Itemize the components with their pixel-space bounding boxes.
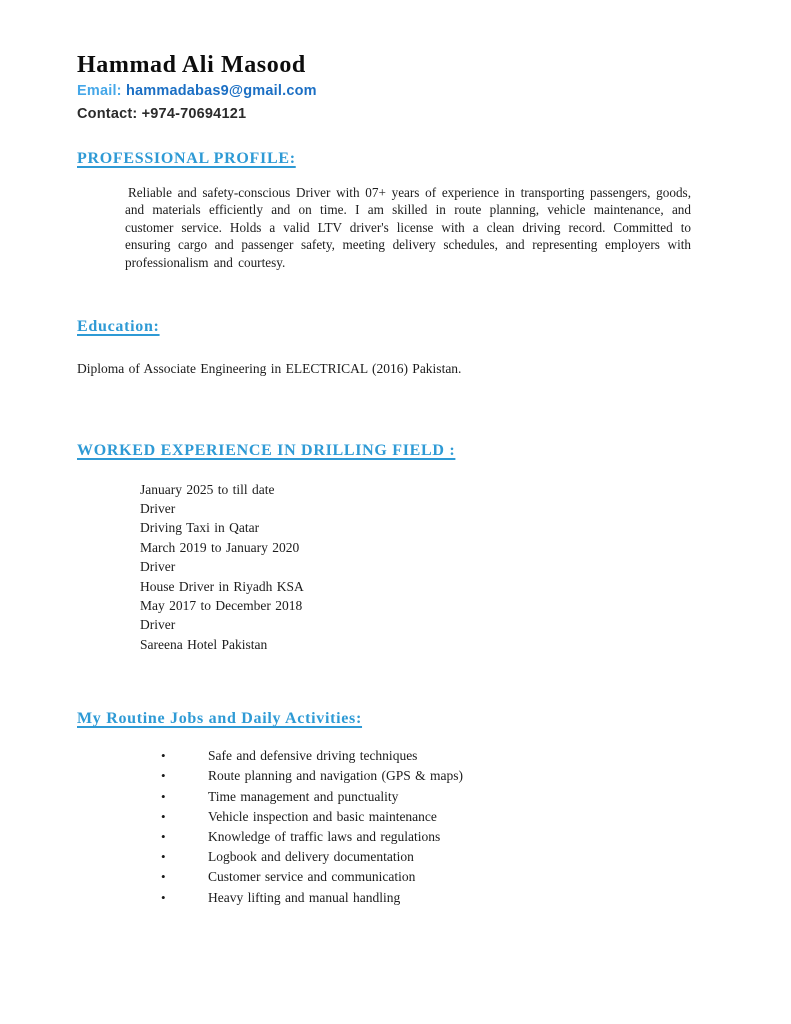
bullet-icon: •: [161, 869, 166, 885]
bullet-icon: •: [161, 889, 166, 905]
list-item: [77, 787, 691, 807]
list-item: [77, 867, 691, 887]
section-heading-routine-jobs: My Routine Jobs and Daily Activities:: [77, 710, 363, 728]
contact-line: Contact: +974-70694121: [77, 105, 247, 122]
experience-line: January 2025 to till date: [140, 481, 275, 497]
bullet-icon: •: [161, 748, 166, 764]
list-item: [77, 807, 691, 827]
list-item: [77, 766, 691, 786]
section-heading-professional-profile: PROFESSIONAL PROFILE:: [77, 149, 296, 167]
bullet-icon: •: [161, 808, 166, 824]
list-item: [77, 827, 691, 847]
email-label: Email:: [77, 82, 122, 99]
experience-line: House Driver in Riyadh KSA: [140, 578, 304, 594]
experience-line: Driving Taxi in Qatar: [140, 520, 260, 536]
experience-line: Driver: [140, 559, 176, 575]
list-item-label: Heavy lifting and manual handling: [208, 889, 401, 905]
bullet-icon: •: [161, 829, 166, 845]
bullet-icon: •: [161, 788, 166, 804]
email-link[interactable]: hammadabas9@gmail.com: [125, 82, 317, 99]
list-item-label: Route planning and navigation (GPS & maps): [208, 768, 463, 784]
experience-list: [140, 480, 691, 655]
routine-jobs-list: [77, 746, 691, 908]
experience-line: Driver: [140, 500, 176, 516]
section-heading-worked-experience: WORKED EXPERIENCE IN DRILLING FIELD :: [77, 441, 456, 459]
list-item-label: Safe and defensive driving techniques: [208, 748, 418, 764]
list-item-label: Time management and punctuality: [208, 788, 399, 804]
candidate-name: Hammad Ali Masood: [77, 52, 306, 78]
list-item-label: Logbook and delivery documentation: [208, 849, 414, 865]
email-line: [77, 83, 691, 100]
list-item: [77, 746, 691, 766]
bullet-icon: •: [161, 768, 166, 784]
list-item-label: Knowledge of traffic laws and regulations: [208, 829, 441, 845]
experience-line: Sareena Hotel Pakistan: [140, 636, 268, 652]
section-heading-education: Education:: [77, 317, 160, 335]
bullet-icon: •: [161, 849, 166, 865]
list-item: [77, 847, 691, 867]
list-item-label: Customer service and communication: [208, 869, 416, 885]
experience-line: Driver: [140, 617, 176, 633]
professional-profile-text: Reliable and safety-conscious Driver with 07+ years of experience in transporting passengers, goods, and materials efficiently and on time. I am skilled in route planning, vehicle maintenance, and customer service. Holds a valid LTV driver's license with a clean driving record. Committed to ensuring cargo and passenger safety, meeting delivery schedules, and representing employers with professionalism and courtesy.: [125, 184, 691, 270]
experience-line: March 2019 to January 2020: [140, 539, 300, 555]
list-item-label: Vehicle inspection and basic maintenance: [208, 808, 437, 824]
experience-line: May 2017 to December 2018: [140, 598, 303, 613]
list-item: [77, 888, 691, 908]
education-text: Diploma of Associate Engineering in ELECTRICAL (2016) Pakistan.: [77, 360, 462, 376]
